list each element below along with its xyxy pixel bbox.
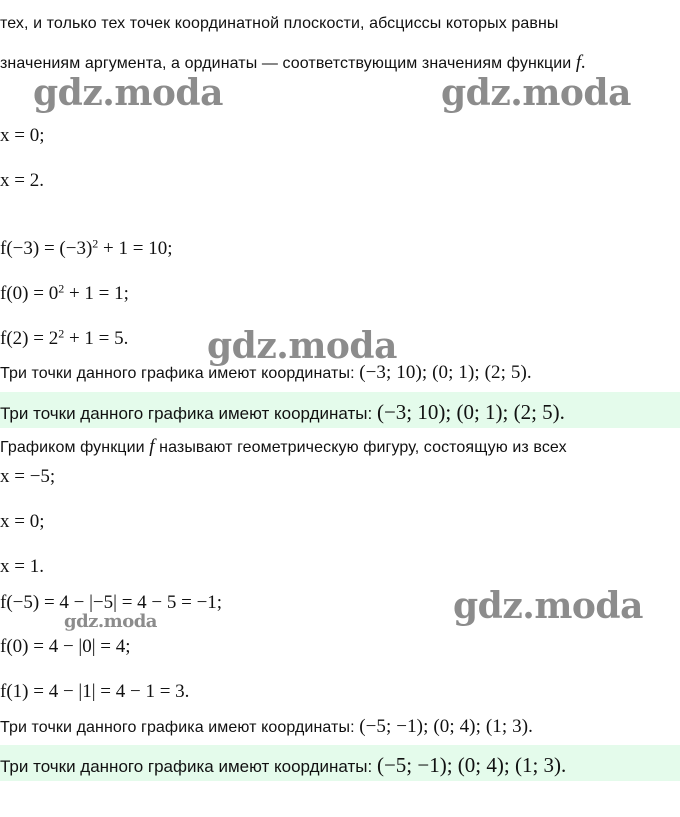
watermark-logo: gdz.moda	[33, 72, 223, 114]
watermark-logo: gdz.moda	[64, 611, 157, 632]
definition-line: Графиком функции f называют геометрическую фигуру, состоящую из всех	[0, 436, 567, 457]
x-value: x = 1.	[0, 556, 44, 577]
answer-highlight: Три точки данного графика имеют координаты: (−3; 10); (0; 1); (2; 5).	[0, 392, 680, 428]
equation: f(−5) = 4 − |−5| = 4 − 5 = −1;	[0, 592, 223, 613]
watermark-logo: gdz.moda	[441, 72, 631, 114]
x-value: x = −5;	[0, 466, 56, 487]
x-value: x = 0;	[0, 511, 45, 532]
answer-highlight: Три точки данного графика имеют координаты: (−5; −1); (0; 4); (1; 3).	[0, 745, 680, 781]
answer-line: Три точки данного графика имеют координаты: (−5; −1); (0; 4); (1; 3).	[0, 716, 533, 737]
equation: $f(0) = 0^2 + 1 = 1$;	[0, 281, 129, 304]
equation: f(1) = 4 − |1| = 4 − 1 = 3.	[0, 681, 190, 702]
equation: $f(-3) = (-3)^2 + 1 = 10$;	[0, 236, 173, 259]
x-value: x = 0;	[0, 125, 45, 146]
intro-line-2-math: f.	[575, 52, 587, 73]
watermark-logo: gdz.moda	[207, 325, 397, 367]
equation: $f(2) = 2^2 + 1 = 5$.	[0, 326, 129, 349]
intro-line-2-text: значениям аргумента, а ординаты — соответствующим значениям функции	[0, 55, 572, 72]
answer-line: Три точки данного графика имеют координаты: (−3; 10); (0; 1); (2; 5).	[0, 362, 532, 383]
intro-line-2	[0, 52, 586, 74]
x-value: x = 2.	[0, 170, 44, 191]
watermark-logo: gdz.moda	[453, 585, 643, 627]
intro-line-1: тех, и только тех точек координатной плоскости, абсциссы которых равны	[0, 15, 559, 32]
equation: f(0) = 4 − |0| = 4;	[0, 636, 131, 657]
